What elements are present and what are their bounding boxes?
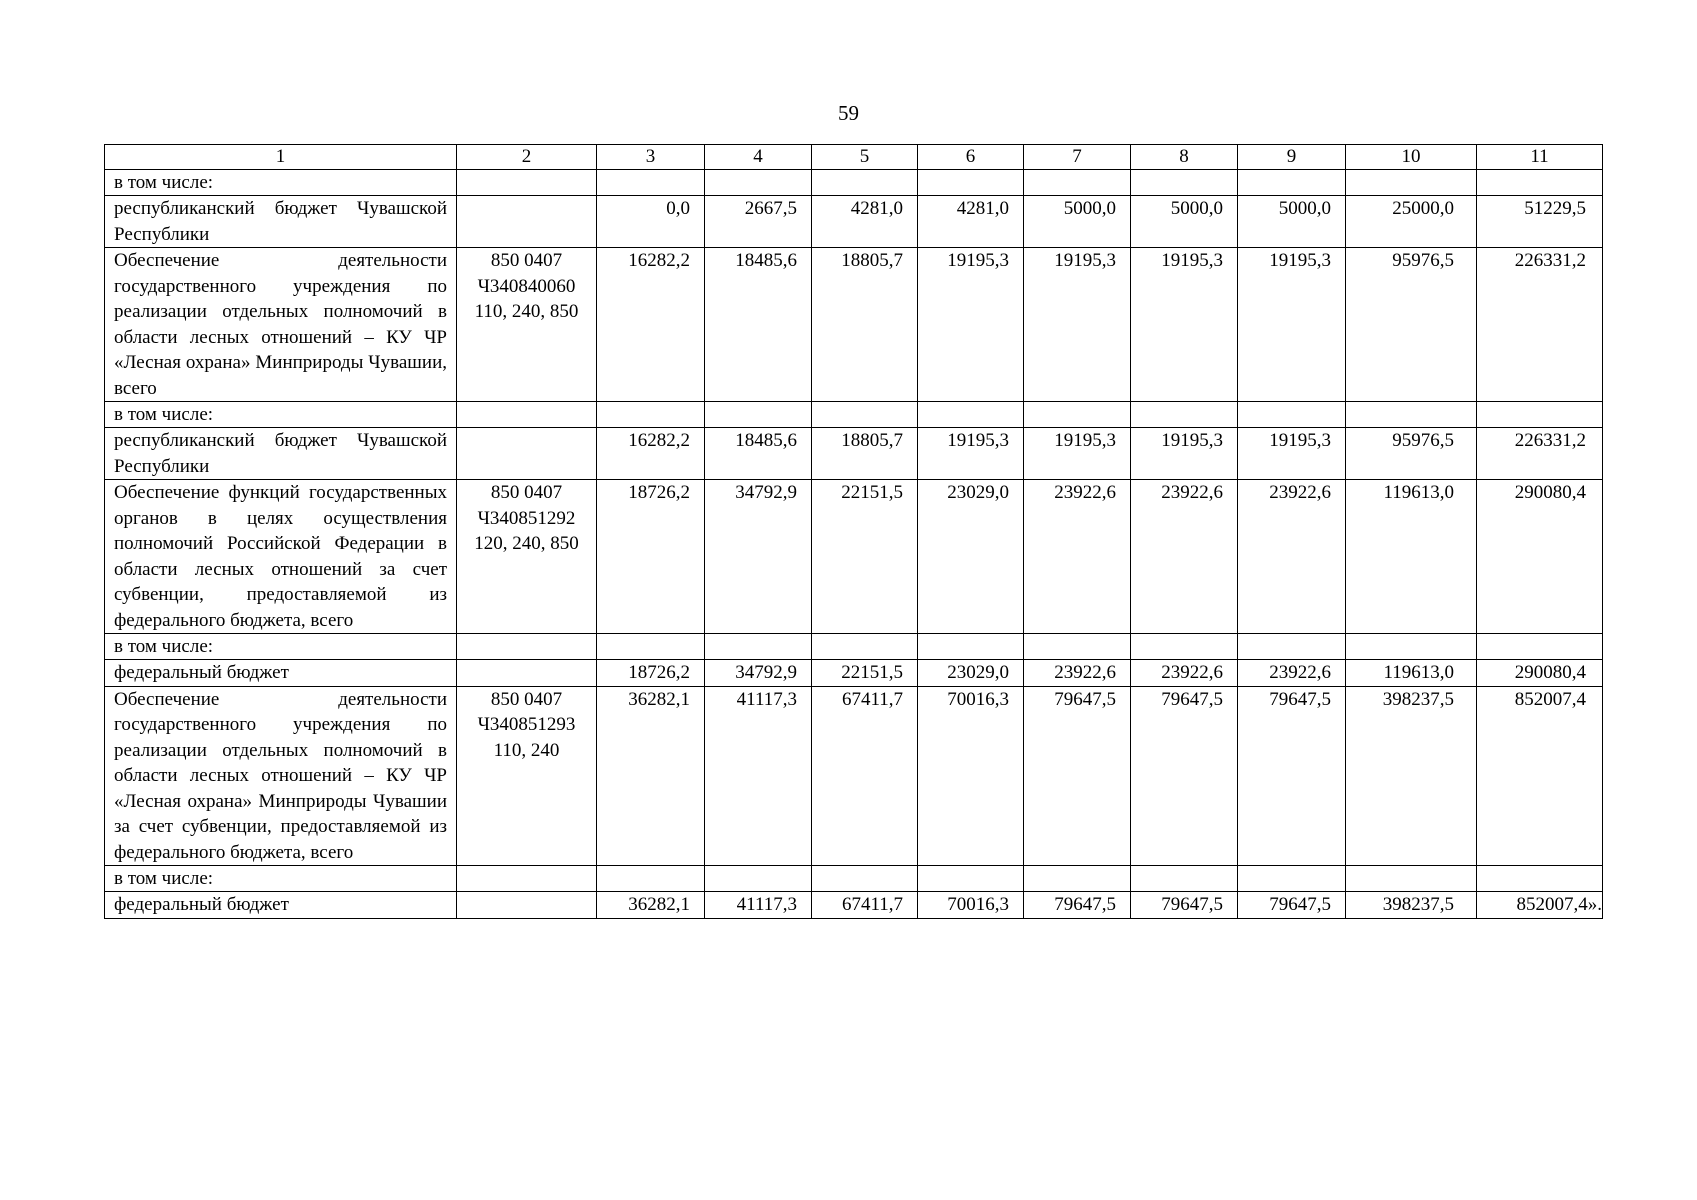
budget-code-cell: 850 0407 Ч340851293 110, 240 <box>457 686 597 866</box>
value-cell-col-7 <box>1024 634 1131 660</box>
value-cell-col-9: 19195,3 <box>1238 248 1346 402</box>
value-cell-col-8 <box>1131 866 1238 892</box>
value-cell-col-6: 23029,0 <box>918 480 1024 634</box>
value-cell-col-3: 16282,2 <box>597 428 705 480</box>
value-cell-col-3 <box>597 170 705 196</box>
value-cell-col-4: 34792,9 <box>705 480 812 634</box>
value-cell-col-11: 51229,5 <box>1477 196 1603 248</box>
table-row <box>105 402 1603 428</box>
value-cell-col-11: 290080,4 <box>1477 660 1603 687</box>
value-cell-col-3: 0,0 <box>597 196 705 248</box>
budget-code-cell: 850 0407 Ч340851292 120, 240, 850 <box>457 480 597 634</box>
value-cell-col-5 <box>812 866 918 892</box>
value-cell-col-6: 19195,3 <box>918 248 1024 402</box>
value-cell-col-5: 22151,5 <box>812 660 918 687</box>
budget-code-cell <box>457 660 597 687</box>
budget-code-cell <box>457 428 597 480</box>
budget-code-cell <box>457 196 597 248</box>
value-cell-col-7: 5000,0 <box>1024 196 1131 248</box>
row-name-cell: федеральный бюджет <box>105 660 457 687</box>
table-row <box>105 480 1603 634</box>
value-cell-col-3 <box>597 402 705 428</box>
value-cell-col-5 <box>812 634 918 660</box>
value-cell-col-5: 67411,7 <box>812 686 918 866</box>
value-cell-col-6: 23029,0 <box>918 660 1024 687</box>
table-row <box>105 170 1603 196</box>
value-cell-col-7: 79647,5 <box>1024 686 1131 866</box>
value-cell-col-5 <box>812 170 918 196</box>
value-cell-col-11 <box>1477 634 1603 660</box>
value-cell-col-10: 119613,0 <box>1346 480 1477 634</box>
column-header-7: 7 <box>1024 145 1131 170</box>
value-cell-col-9 <box>1238 402 1346 428</box>
value-cell-col-6 <box>918 634 1024 660</box>
value-cell-col-10: 95976,5 <box>1346 248 1477 402</box>
value-cell-col-8 <box>1131 634 1238 660</box>
row-name-cell: Обеспечение функций государственных органов в целях осуществления полномочий Российской Федерации в области лесных отношений за счет субвенции, предоставляемой из федерального бюджета, всего <box>105 480 457 634</box>
value-cell-col-11 <box>1477 402 1603 428</box>
column-header-5: 5 <box>812 145 918 170</box>
value-cell-col-6 <box>918 402 1024 428</box>
column-header-11: 11 <box>1477 145 1603 170</box>
value-cell-col-4: 41117,3 <box>705 892 812 919</box>
value-cell-col-8: 19195,3 <box>1131 428 1238 480</box>
column-header-6: 6 <box>918 145 1024 170</box>
value-cell-col-4: 18485,6 <box>705 428 812 480</box>
value-cell-col-3: 36282,1 <box>597 686 705 866</box>
table-row <box>105 248 1603 402</box>
row-name-cell: республиканский бюджет Чувашской Республики <box>105 196 457 248</box>
budget-code-cell: 850 0407 Ч340840060 110, 240, 850 <box>457 248 597 402</box>
value-cell-col-8 <box>1131 402 1238 428</box>
value-cell-col-3: 16282,2 <box>597 248 705 402</box>
table-row <box>105 428 1603 480</box>
budget-table <box>104 144 1603 919</box>
value-cell-col-6: 70016,3 <box>918 686 1024 866</box>
row-name-cell: в том числе: <box>105 866 457 892</box>
value-cell-col-8 <box>1131 170 1238 196</box>
value-cell-col-3 <box>597 866 705 892</box>
value-cell-col-3: 18726,2 <box>597 480 705 634</box>
value-cell-col-9: 79647,5 <box>1238 686 1346 866</box>
value-cell-col-7: 19195,3 <box>1024 428 1131 480</box>
value-cell-col-6: 19195,3 <box>918 428 1024 480</box>
value-cell-col-5 <box>812 402 918 428</box>
table-body <box>105 170 1603 919</box>
column-header-2: 2 <box>457 145 597 170</box>
table-row <box>105 660 1603 687</box>
value-cell-col-3: 36282,1 <box>597 892 705 919</box>
table-row <box>105 196 1603 248</box>
value-cell-col-6 <box>918 170 1024 196</box>
row-name-cell: в том числе: <box>105 634 457 660</box>
value-cell-col-9: 5000,0 <box>1238 196 1346 248</box>
value-cell-col-7 <box>1024 866 1131 892</box>
table-row <box>105 634 1603 660</box>
value-cell-col-3 <box>597 634 705 660</box>
value-cell-col-9: 23922,6 <box>1238 660 1346 687</box>
value-cell-col-4 <box>705 402 812 428</box>
row-name-cell: Обеспечение деятельности государственного учреждения по реализации отдельных полномочий в области лесных отношений – КУ ЧР «Лесная охрана» Минприроды Чувашии, всего <box>105 248 457 402</box>
value-cell-col-7 <box>1024 402 1131 428</box>
value-cell-col-10 <box>1346 170 1477 196</box>
value-cell-col-10: 398237,5 <box>1346 686 1477 866</box>
value-cell-col-4: 2667,5 <box>705 196 812 248</box>
column-header-1: 1 <box>105 145 457 170</box>
value-cell-col-10: 119613,0 <box>1346 660 1477 687</box>
row-name-cell: в том числе: <box>105 170 457 196</box>
budget-code-cell <box>457 866 597 892</box>
value-cell-col-4 <box>705 634 812 660</box>
value-cell-col-10: 95976,5 <box>1346 428 1477 480</box>
value-cell-col-6 <box>918 866 1024 892</box>
value-cell-col-8: 19195,3 <box>1131 248 1238 402</box>
column-header-3: 3 <box>597 145 705 170</box>
value-cell-col-4: 18485,6 <box>705 248 812 402</box>
budget-code-cell <box>457 402 597 428</box>
value-cell-col-9 <box>1238 170 1346 196</box>
value-cell-col-7 <box>1024 170 1131 196</box>
value-cell-col-10 <box>1346 866 1477 892</box>
table-row <box>105 686 1603 866</box>
value-cell-col-7: 19195,3 <box>1024 248 1131 402</box>
column-header-10: 10 <box>1346 145 1477 170</box>
row-name-cell: Обеспечение деятельности государственного учреждения по реализации отдельных полномочий в области лесных отношений – КУ ЧР «Лесная охрана» Минприроды Чувашии за счет субвенции, предоставляемой из федерального бюджета, всего <box>105 686 457 866</box>
value-cell-col-11 <box>1477 866 1603 892</box>
value-cell-col-11: 852007,4 <box>1477 686 1603 866</box>
value-cell-col-11: 226331,2 <box>1477 428 1603 480</box>
value-cell-col-7: 23922,6 <box>1024 480 1131 634</box>
value-cell-col-7: 79647,5 <box>1024 892 1131 919</box>
value-cell-col-9: 19195,3 <box>1238 428 1346 480</box>
value-cell-col-4: 41117,3 <box>705 686 812 866</box>
value-cell-col-8: 5000,0 <box>1131 196 1238 248</box>
value-cell-col-9: 79647,5 <box>1238 892 1346 919</box>
value-cell-col-11: 852007,4». <box>1477 892 1603 919</box>
value-cell-col-8: 23922,6 <box>1131 480 1238 634</box>
value-cell-col-10: 398237,5 <box>1346 892 1477 919</box>
column-header-9: 9 <box>1238 145 1346 170</box>
value-cell-col-8: 23922,6 <box>1131 660 1238 687</box>
value-cell-col-4: 34792,9 <box>705 660 812 687</box>
value-cell-col-8: 79647,5 <box>1131 892 1238 919</box>
value-cell-col-4 <box>705 170 812 196</box>
value-cell-col-5: 18805,7 <box>812 428 918 480</box>
value-cell-col-5: 18805,7 <box>812 248 918 402</box>
value-cell-col-3: 18726,2 <box>597 660 705 687</box>
value-cell-col-5: 4281,0 <box>812 196 918 248</box>
value-cell-col-10: 25000,0 <box>1346 196 1477 248</box>
value-cell-col-6: 70016,3 <box>918 892 1024 919</box>
value-cell-col-7: 23922,6 <box>1024 660 1131 687</box>
value-cell-col-9 <box>1238 634 1346 660</box>
column-number-row <box>105 145 1603 170</box>
value-cell-col-9 <box>1238 866 1346 892</box>
row-name-cell: федеральный бюджет <box>105 892 457 919</box>
budget-code-cell <box>457 634 597 660</box>
value-cell-col-4 <box>705 866 812 892</box>
value-cell-col-10 <box>1346 402 1477 428</box>
value-cell-col-10 <box>1346 634 1477 660</box>
value-cell-col-6: 4281,0 <box>918 196 1024 248</box>
value-cell-col-11: 226331,2 <box>1477 248 1603 402</box>
value-cell-col-9: 23922,6 <box>1238 480 1346 634</box>
value-cell-col-11: 290080,4 <box>1477 480 1603 634</box>
value-cell-col-5: 67411,7 <box>812 892 918 919</box>
table-row <box>105 866 1603 892</box>
table-header <box>105 145 1603 170</box>
column-header-4: 4 <box>705 145 812 170</box>
page-number: 59 <box>838 101 859 125</box>
row-name-cell: республиканский бюджет Чувашской Республики <box>105 428 457 480</box>
row-name-cell: в том числе: <box>105 402 457 428</box>
value-cell-col-11 <box>1477 170 1603 196</box>
value-cell-col-8: 79647,5 <box>1131 686 1238 866</box>
budget-code-cell <box>457 170 597 196</box>
column-header-8: 8 <box>1131 145 1238 170</box>
table-row <box>105 892 1603 919</box>
value-cell-col-5: 22151,5 <box>812 480 918 634</box>
budget-code-cell <box>457 892 597 919</box>
